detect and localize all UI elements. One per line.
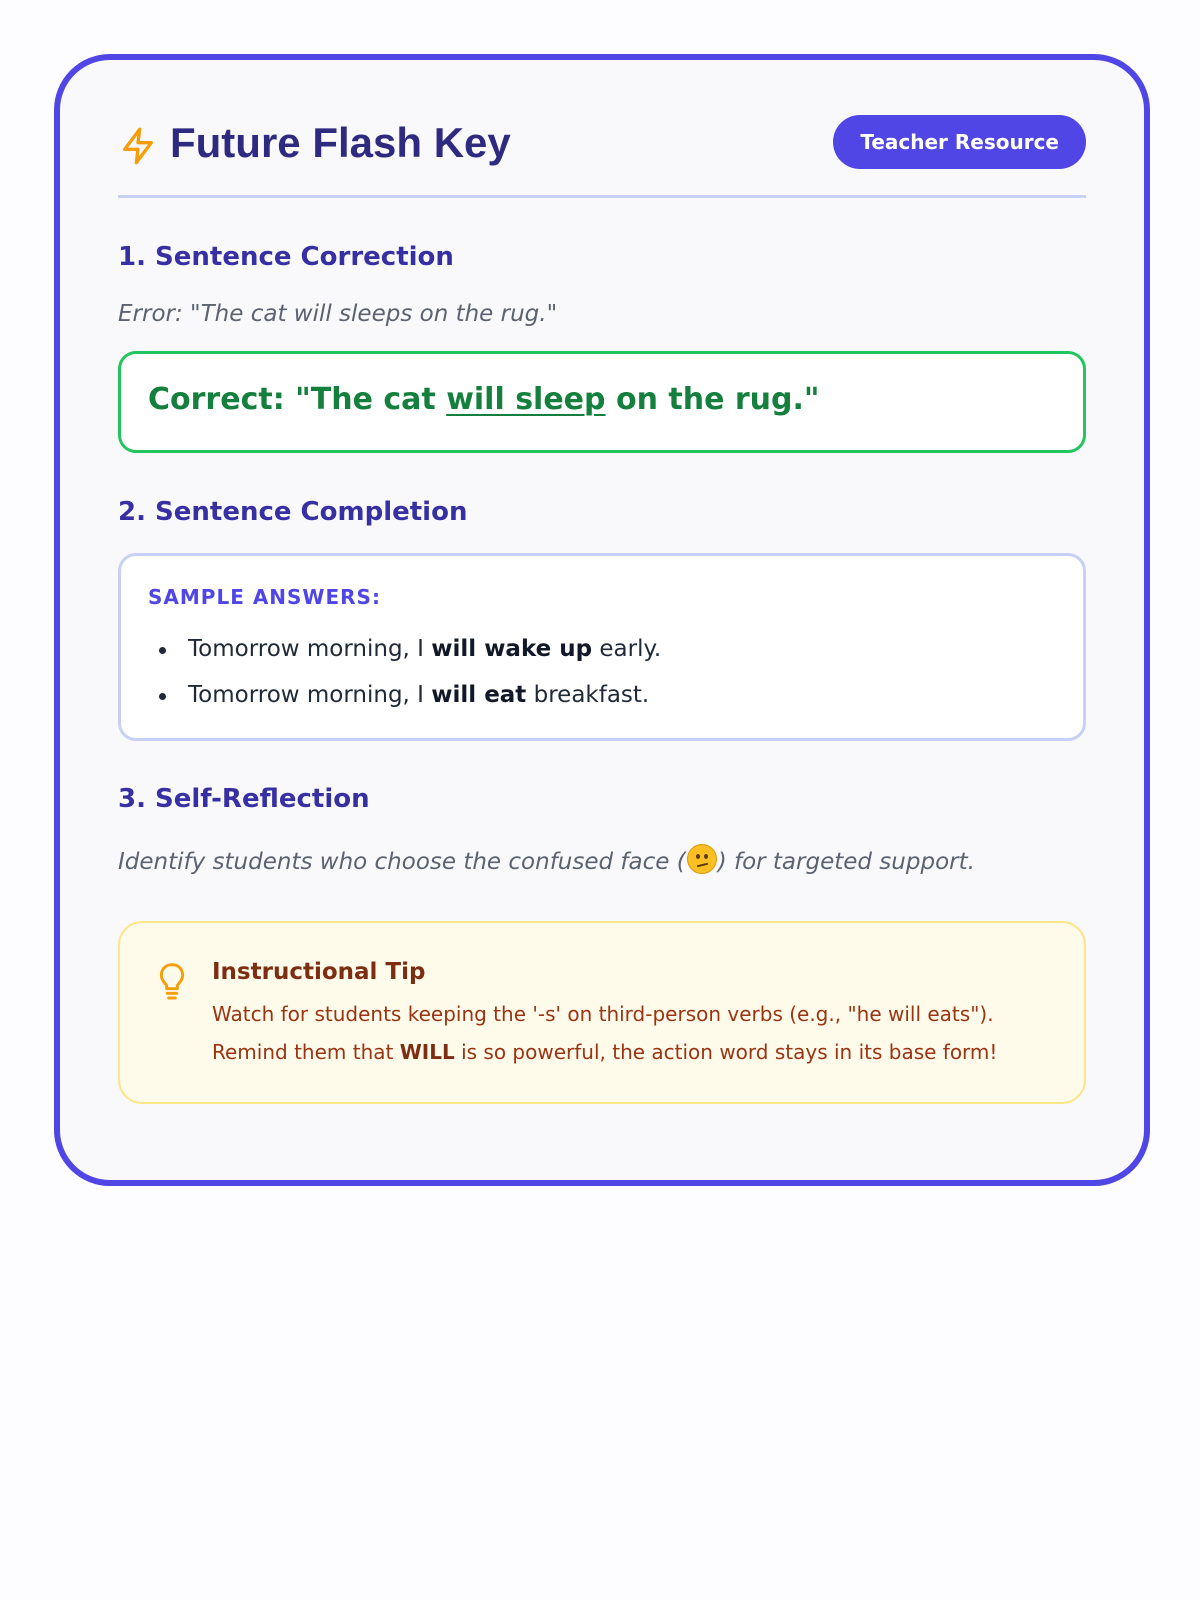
section-heading-reflection: 3. Self-Reflection: [118, 784, 370, 814]
section-heading-completion: 2. Sentence Completion: [118, 497, 468, 527]
answer-text: Tomorrow morning, I: [188, 682, 432, 708]
correct-prefix: Correct: "The cat: [148, 382, 447, 417]
section-heading-correction: 1. Sentence Correction: [118, 242, 454, 272]
tip-text: Remind them that: [212, 1040, 400, 1064]
list-item: [148, 632, 661, 678]
answer-text: early.: [592, 636, 662, 662]
lightning-bolt-icon: [118, 126, 158, 166]
correct-highlight: will sleep: [446, 382, 606, 417]
correct-answer-box: [118, 351, 1086, 453]
tip-title: Instructional Tip: [212, 959, 426, 985]
answer-verb: will eat: [431, 682, 527, 708]
correct-sentence: [148, 382, 820, 417]
tip-text: is so powerful, the action word stays in its base form!: [454, 1040, 998, 1064]
sample-answers-box: [118, 553, 1086, 741]
answer-verb: will wake up: [431, 636, 593, 662]
answer-text: Tomorrow morning, I: [188, 636, 432, 662]
teacher-resource-badge: Teacher Resource: [833, 115, 1086, 169]
sample-answers-label: SAMPLE ANSWERS:: [148, 585, 381, 609]
answer-list: [148, 632, 661, 724]
tip-body: [212, 995, 997, 1071]
bullet-icon: [159, 693, 166, 700]
tip-line: [212, 1033, 997, 1071]
lightbulb-icon: [156, 962, 188, 1002]
tip-emphasis: WILL: [399, 1040, 455, 1064]
correct-suffix: on the rug.": [605, 382, 820, 417]
bullet-icon: [159, 647, 166, 654]
answer-text: breakfast.: [526, 682, 650, 708]
error-sentence: Error: "The cat will sleeps on the rug.": [118, 301, 558, 327]
reflection-text: Identify students who choose the confused face (: [118, 849, 686, 875]
reflection-note: [118, 844, 975, 875]
card-header: [118, 115, 1086, 198]
answer-key-card: [54, 54, 1150, 1186]
reflection-text: ) for targeted support.: [717, 849, 975, 875]
confused-face-icon: [687, 844, 717, 874]
tip-line: Watch for students keeping the '-s' on third-person verbs (e.g., "he will eats").: [212, 1002, 994, 1026]
list-item: [148, 678, 661, 724]
instructional-tip-box: [118, 921, 1086, 1104]
page-title: Future Flash Key: [170, 119, 511, 166]
